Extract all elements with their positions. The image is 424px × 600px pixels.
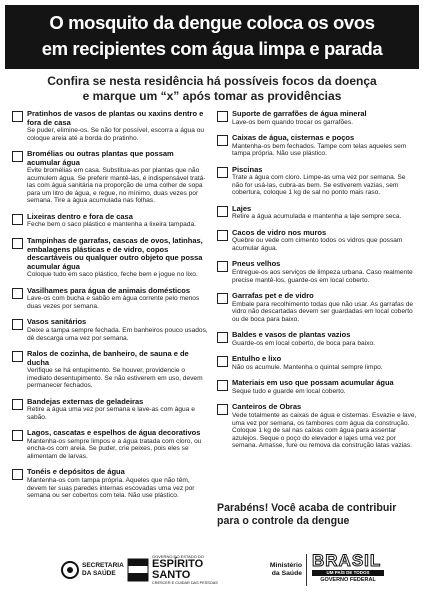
checklist-item	[12, 237, 209, 279]
checkbox[interactable]	[12, 351, 23, 362]
item-description: Mantenha-os bem fechados. Tampe com telas aqueles sem tampa própria. Não use plástico.	[232, 142, 407, 158]
item-description: Lave-os bem quando trocar os garrafões.	[232, 118, 353, 126]
checklist-item	[217, 292, 417, 323]
checklist-item	[12, 287, 209, 311]
checkbox[interactable]	[12, 399, 23, 410]
brasil-slogan: UM PAÍS DE TODOS	[312, 570, 384, 576]
espirito-text: ESPÍRITO	[152, 558, 204, 570]
checkbox[interactable]	[217, 356, 228, 367]
checklist-item	[217, 260, 417, 284]
item-title: Garrafas pet e de vidro	[232, 291, 314, 301]
item-title: Lagos, cascatas e espelhos de água decorativos	[27, 428, 201, 438]
left-checklist	[12, 110, 209, 508]
item-title: Suporte de garrafões de água mineral	[232, 109, 367, 118]
item-description: Coloque tudo em saco plástico, feche bem e jogue no lixo.	[27, 271, 198, 279]
item-title: Pneus velhos	[232, 259, 281, 269]
checklist-item	[217, 166, 417, 197]
checklist-item	[12, 350, 209, 390]
header-line-1: O mosquito da dengue coloca os ovos	[49, 12, 375, 33]
item-description: Vede totalmente as caixas de água e cisternas. Esvazie e lave, uma vez por semana, os tambores com água da construção. Coloque 1 kg de sal nas caixas com água para assentar azulejos. Seque o poço do elevador e lajes uma vez por semana. Amasse, fure ou remova da construção latas vazias.	[232, 412, 417, 450]
item-title: Bandejas externas de geladeiras	[27, 396, 144, 406]
item-description: Deixe a tampa sempre fechada. Em banheiros pouco usados, dê descarga uma vez por semana.	[27, 327, 208, 342]
secretaria-saude-text: DA SAÚDE	[82, 570, 116, 577]
checkbox[interactable]	[217, 261, 228, 272]
subtitle-line-1: Confira se nesta residência há possíveis focos da doença	[47, 74, 377, 88]
checkbox[interactable]	[12, 238, 23, 249]
checkbox[interactable]	[12, 288, 23, 299]
item-description: Seque tudo e guarde em local coberto.	[232, 387, 346, 395]
item-title: Vasilhames para água de animais domésticos	[27, 285, 190, 295]
item-description: Evite bromélias em casa. Substitua-as por plantas que não acumulem água. Se preferir mantê-las, é indispensável tratá-las com água sanitária na proporção de uma colher de sopa para um litro de água, e regue, no mínimo, duas vezes por semana. Tire a água acumulada nas folhas.	[27, 167, 206, 205]
item-description: Retire a água acumulada e mantenha a laje sempre seca.	[232, 213, 402, 221]
checklist-item	[217, 355, 417, 371]
checkbox[interactable]	[12, 151, 23, 162]
secretaria-emblem-icon	[60, 560, 80, 580]
checklist-item	[12, 468, 209, 499]
item-title: Entulho e lixo	[232, 354, 282, 364]
item-description: Guarde-os em local coberto, de boca para baixo.	[232, 339, 375, 347]
item-title: Cacos de vidro nos muros	[232, 227, 327, 237]
secretaria-text: SECRETARIA	[82, 562, 124, 569]
checklist-item	[12, 398, 209, 422]
item-title: Lixeiras dentro e fora de casa	[27, 211, 133, 221]
item-description: Não os acumule. Mantenha o quintal sempre limpo.	[232, 363, 383, 371]
item-description: Embale para recolhimento todas que não usar. As garrafas de vidro não descartadas devem ser guardadas em local coberto ou de boca para baixo.	[232, 300, 414, 323]
item-title: Canteiros de Obras	[232, 402, 302, 412]
checkbox[interactable]	[12, 214, 23, 225]
brasil-text: BRASIL	[312, 551, 382, 570]
item-description: Mantenha-os sempre limpos e a água tratada com cloro, ou encha-os com areia. Se puder, crie peixes, pois eles se alimentam de larvas.	[27, 437, 202, 460]
item-title: Ralos de cozinha, de banheiro, de sauna e de ducha	[27, 349, 189, 367]
item-title: Lajes	[232, 203, 252, 213]
checklist-item	[217, 331, 417, 347]
item-description: Mantenha-os com tampa própria. Aqueles que não têm, devem ter suas paredes internas escovadas uma vez por semana ou ser cobertos com tela. Não use plástico.	[27, 477, 195, 499]
espirito-santo-flag-icon	[127, 558, 149, 582]
subtitle-line-2: e marque um “x” após tomar as providências	[82, 89, 342, 103]
checkbox[interactable]	[217, 332, 228, 343]
espirito-santo-logo	[152, 554, 218, 586]
congrats-line-1: Parabéns! Você acaba de contribuir	[217, 502, 397, 514]
ministerio-text: Ministério	[269, 562, 302, 569]
checkbox[interactable]	[12, 430, 23, 441]
item-title: Baldes e vasos de plantas vazios	[232, 330, 351, 340]
checkbox[interactable]	[217, 135, 228, 146]
item-title: Bromélias ou outras plantas que possam acumular água	[27, 149, 174, 167]
checklist-item	[12, 150, 209, 205]
checkbox[interactable]	[217, 380, 228, 391]
header-banner	[5, 5, 419, 69]
item-description: Trate a água com cloro. Limpe-as uma vez por semana. Se não for usá-las, cubra-as bem. Se estiverem vazias, sem cobertura, coloque 1 kg de sal no ponto mais raso.	[232, 174, 406, 197]
slogan-text: CRESCER E CUIDAR DAS PESSOAS	[152, 581, 218, 585]
header-line-2: em recipientes com água limpa e parada	[41, 38, 383, 59]
checklist-item	[217, 110, 417, 126]
congrats-line-2: para o controle da dengue	[217, 515, 350, 527]
item-title: Piscinas	[232, 164, 263, 174]
item-description: Quebre ou vede com cimento todos os vidros que possam acumular água.	[232, 237, 403, 252]
checklist-item	[12, 429, 209, 460]
congratulations-message	[217, 502, 421, 528]
item-description: Feche bem o saco plástico e mantenha a lixeira tampada.	[27, 221, 196, 229]
checkbox[interactable]	[217, 293, 228, 304]
checklist-item	[12, 110, 209, 142]
right-checklist	[217, 110, 417, 458]
checkbox[interactable]	[12, 111, 23, 122]
checkbox[interactable]	[217, 404, 228, 415]
checklist-item	[217, 403, 417, 449]
checklist-item	[217, 229, 417, 253]
subtitle	[0, 74, 424, 104]
item-description: Entregue-os aos serviços de limpeza urbana. Caso realmente precise mantê-los, guarde-os em local coberto.	[232, 269, 413, 284]
item-title: Pratinhos de vasos de plantas ou xaxins dentro e fora de casa	[27, 109, 204, 127]
governo-federal-text: GOVERNO FEDERAL	[320, 577, 376, 583]
item-title: Vasos sanitários	[27, 317, 87, 327]
item-description: Retire a água uma vez por semana e lave-as com água e sabão.	[27, 406, 195, 421]
checkbox[interactable]	[217, 167, 228, 178]
checkbox[interactable]	[217, 111, 228, 122]
brasil-logo	[312, 552, 392, 584]
gov-estado-text: GOVERNO DO ESTADO DO	[152, 554, 204, 559]
checkbox[interactable]	[217, 206, 228, 217]
item-description: Se puder, elimine-os. Se não for possível, escorra a água ou coloque areia até a borda do pratinho.	[27, 127, 205, 142]
item-description: Lave-os com bucha e sabão em água corrente pelo menos duas vezes por semana.	[27, 295, 200, 310]
item-title: Materiais em uso que possam acumular água	[232, 378, 394, 388]
checkbox[interactable]	[12, 319, 23, 330]
checklist-item	[217, 134, 417, 158]
checklist-item	[12, 213, 209, 229]
ministerio-label	[260, 562, 302, 578]
checklist-item	[12, 318, 209, 342]
footer	[0, 548, 424, 598]
checkbox[interactable]	[217, 230, 228, 241]
item-title: Caixas de água, cisternas e poços	[232, 133, 355, 143]
footer-divider	[306, 554, 307, 586]
secretaria-label	[82, 562, 124, 578]
checklist-item	[217, 205, 417, 221]
santo-text: SANTO	[152, 569, 191, 581]
item-title: Tampinhas de garrafas, cascas de ovos, latinhas, embalagens plásticas e de vidro, copos descartáveis ou qualquer outro objeto que possa acumular água	[27, 235, 203, 271]
checkbox[interactable]	[12, 469, 23, 480]
item-description: Verifique se há entupimento. Se houver, providencie o imediato desentupimento. Se não estiverem em uso, devem permanecer fechados.	[27, 367, 203, 390]
checklist-item	[217, 379, 417, 395]
item-title: Tonéis e depósitos de água	[27, 467, 125, 477]
ministerio-saude-text: da Saúde	[271, 570, 302, 577]
